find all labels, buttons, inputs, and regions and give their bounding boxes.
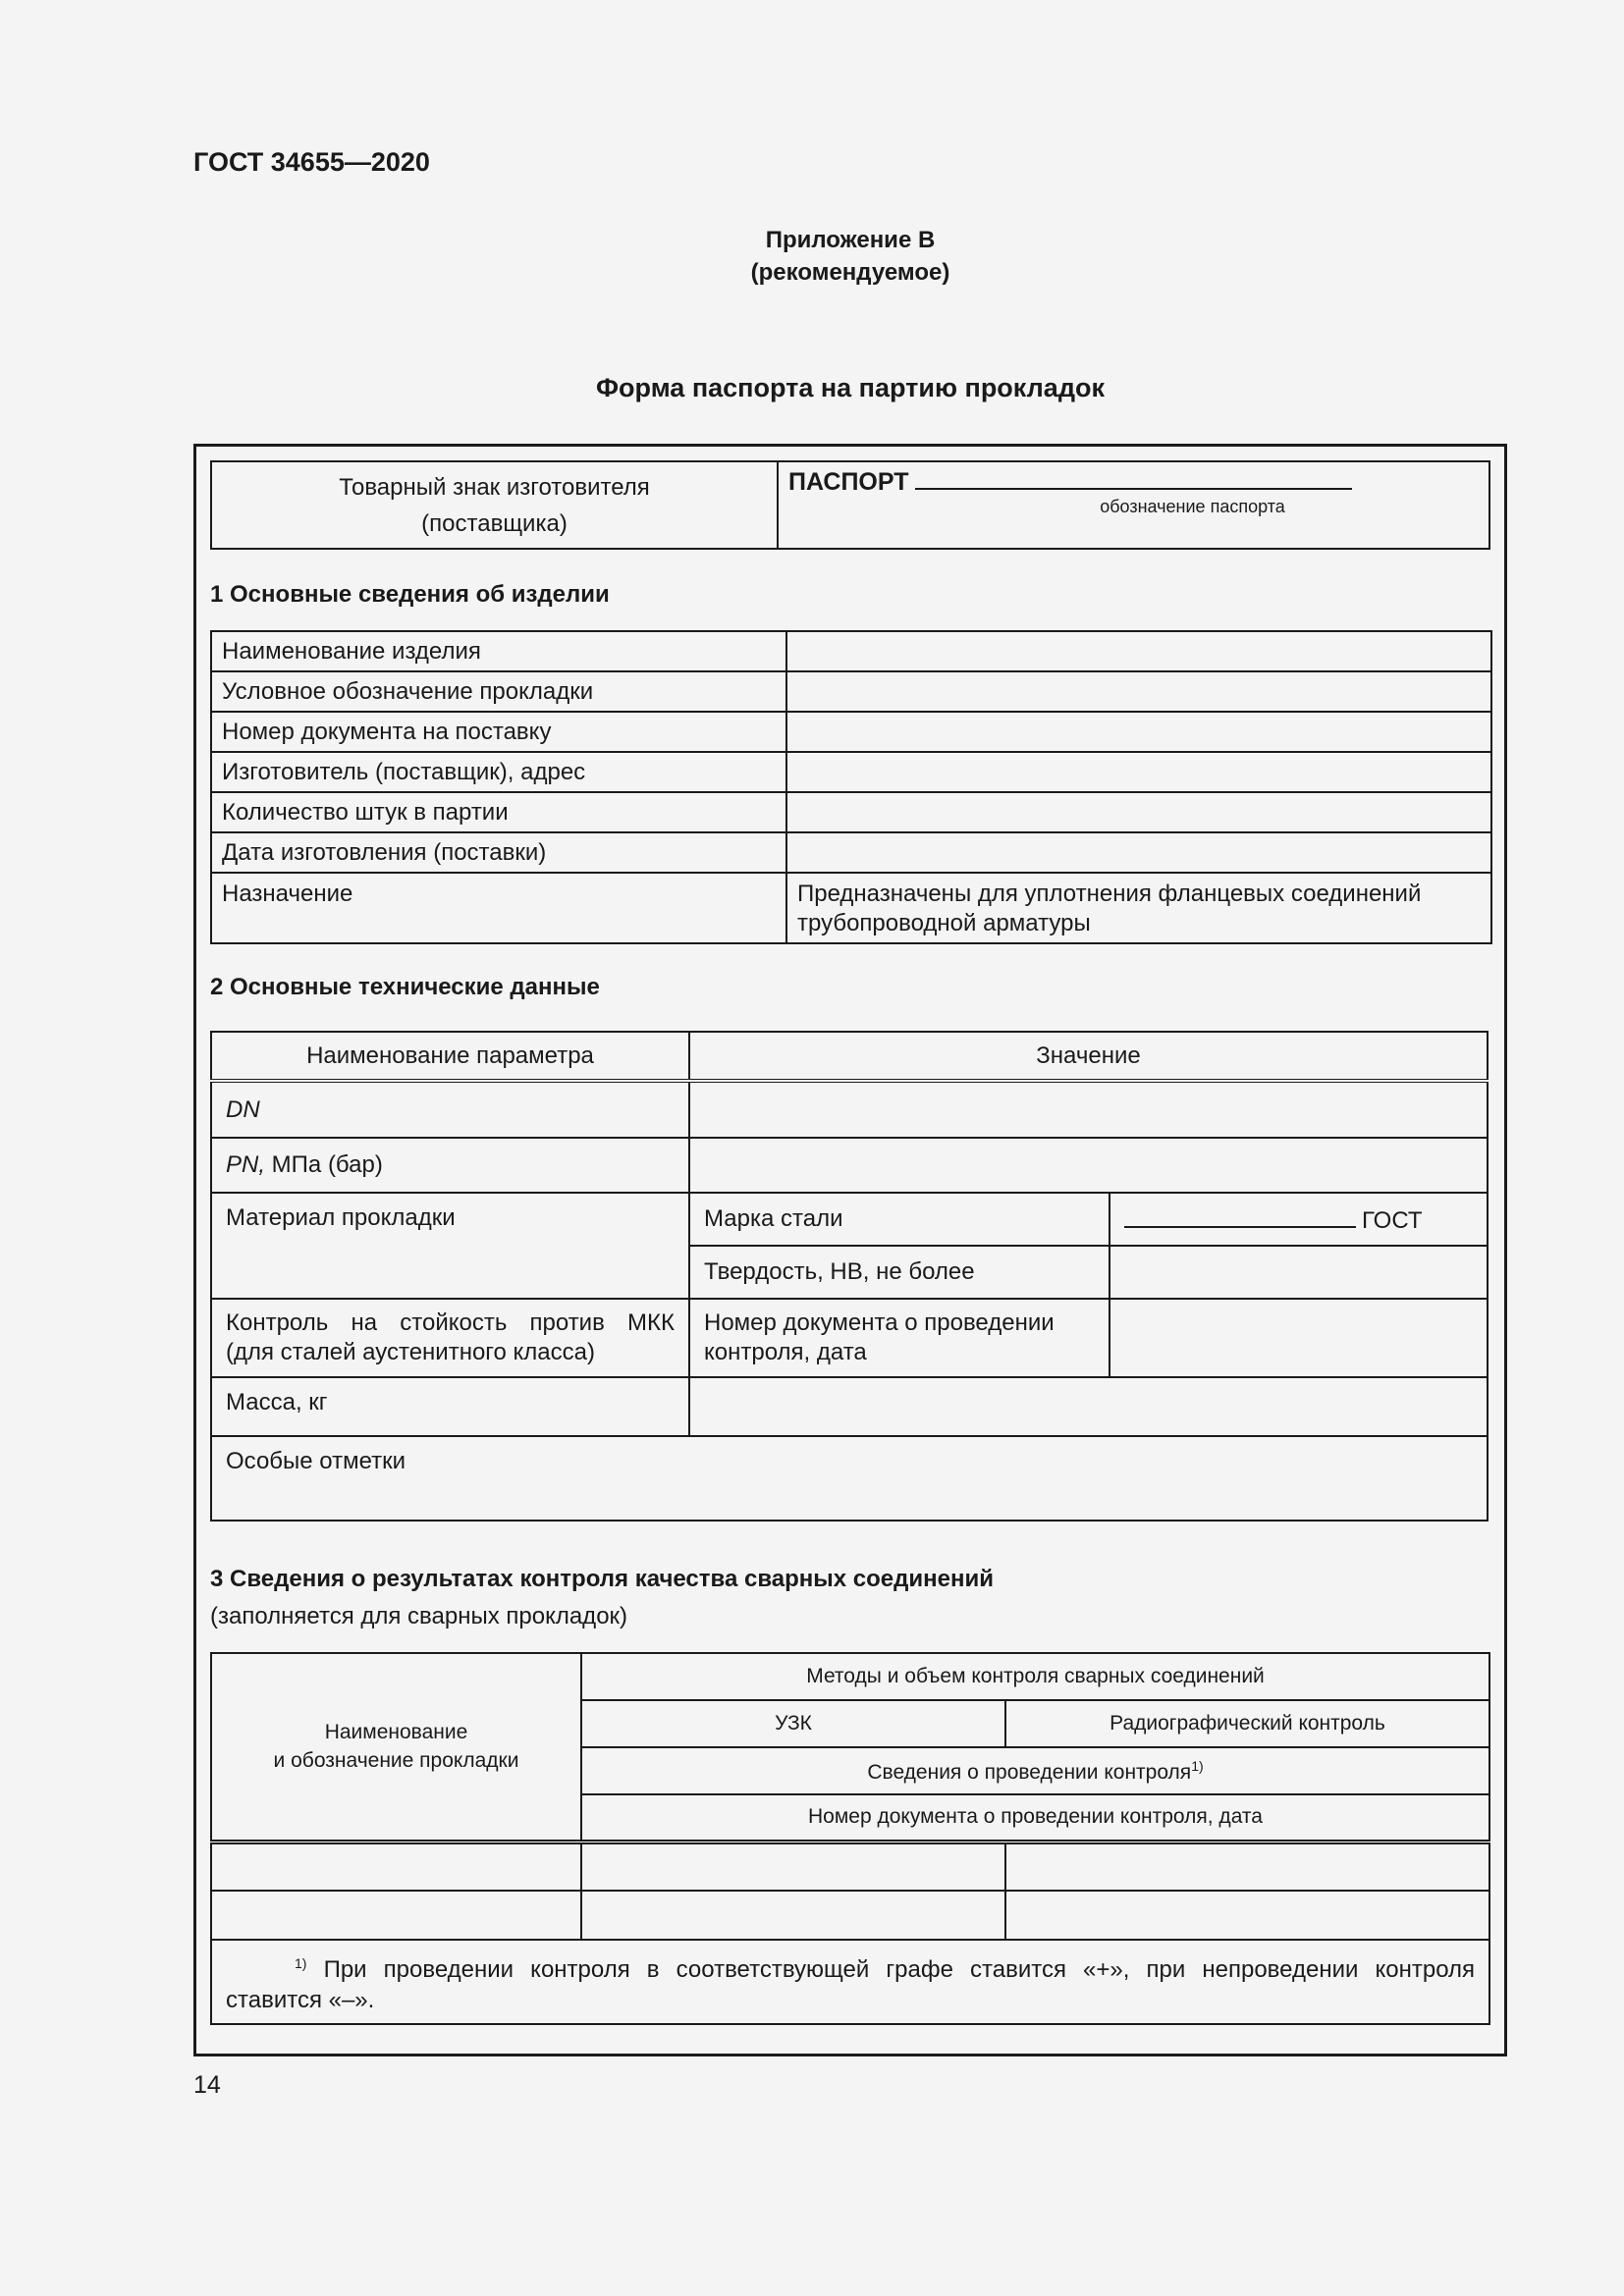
appendix-status: (рекомендуемое): [750, 259, 950, 286]
form-title: Форма паспорта на партию прокладок: [596, 373, 1105, 402]
table-row: [211, 1081, 1488, 1138]
table-row: [211, 792, 1491, 832]
trademark-line2: (поставщика): [421, 509, 568, 537]
row-value[interactable]: [786, 671, 1491, 712]
column-header-parameter: Наименование параметра: [211, 1032, 689, 1081]
mkk-line1: Контроль на стойкость против МКК: [226, 1309, 675, 1336]
appendix-heading: [0, 224, 1624, 289]
section2-title: 2 Основные технические данные: [210, 974, 600, 1000]
pn-label: [211, 1138, 689, 1193]
footnote: [211, 1940, 1489, 2024]
name-col-line2: и обозначение прокладки: [273, 1749, 519, 1773]
control-info-text: Сведения о проведении контроля: [867, 1760, 1192, 1784]
mkk-line2: (для сталей аустенитного класса): [226, 1339, 595, 1365]
hardness-label: Твердость, НВ, не более: [689, 1246, 1110, 1299]
pn-value[interactable]: [689, 1138, 1488, 1193]
name-col-line1: Наименование: [324, 1721, 468, 1744]
footnote-marker: 1): [295, 1955, 307, 1971]
row-label: Номер документа на поставку: [211, 712, 786, 752]
row-value[interactable]: [786, 752, 1491, 792]
table-row: [211, 1842, 1489, 1891]
trademark-cell: [211, 461, 778, 549]
footnote-text1: При проведении контроля в соответствующей графе ставится «+», при непроведении контроля: [323, 1956, 1476, 1983]
column-header-name: [211, 1653, 581, 1842]
table-row: [211, 1377, 1488, 1436]
radiographic-cell[interactable]: [1005, 1842, 1489, 1891]
footnote-row: [211, 1940, 1489, 2024]
column-header-value: Значение: [689, 1032, 1488, 1081]
hardness-value[interactable]: [1110, 1246, 1488, 1299]
passport-cell: [778, 461, 1489, 549]
pn-symbol: PN,: [226, 1151, 266, 1178]
table-row: [211, 631, 1491, 671]
section3-table: [210, 1652, 1490, 2025]
passport-header-table: [210, 460, 1490, 550]
control-doc-label: [689, 1299, 1110, 1377]
table-header-row: [211, 1032, 1488, 1081]
steel-grade-value[interactable]: [1110, 1193, 1488, 1246]
gasket-name-cell[interactable]: [211, 1891, 581, 1940]
table-row: [211, 671, 1491, 712]
mass-label: Масса, кг: [211, 1377, 689, 1436]
uzk-cell[interactable]: [581, 1842, 1005, 1891]
passport-number-field[interactable]: [915, 466, 1352, 490]
appendix-title: Приложение В: [765, 227, 936, 253]
special-marks[interactable]: Особые отметки: [211, 1436, 1488, 1521]
row-value[interactable]: [786, 832, 1491, 873]
row-label: Количество штук в партии: [211, 792, 786, 832]
table-row: [211, 1193, 1488, 1246]
row-label: Назначение: [211, 873, 786, 943]
dn-label: DN: [211, 1081, 689, 1138]
table-row: [211, 752, 1491, 792]
section3-note: (заполняется для сварных прокладок): [210, 1603, 628, 1629]
methods-header: Методы и объем контроля сварных соединений: [581, 1653, 1489, 1700]
purpose-line2: трубопроводной арматуры: [797, 910, 1091, 936]
section2-table: [210, 1031, 1489, 1522]
row-value[interactable]: [786, 631, 1491, 671]
control-doc-header: Номер документа о проведении контроля, дата: [581, 1794, 1489, 1842]
row-value[interactable]: [786, 712, 1491, 752]
control-doc-value[interactable]: [1110, 1299, 1488, 1377]
uzk-cell[interactable]: [581, 1891, 1005, 1940]
row-label: Условное обозначение прокладки: [211, 671, 786, 712]
purpose-line1: Предназначены для уплотнения фланцевых соединений: [797, 881, 1422, 907]
mkk-label: [211, 1299, 689, 1377]
dn-value[interactable]: [689, 1081, 1488, 1138]
table-row: [211, 832, 1491, 873]
section1-title: 1 Основные сведения об изделии: [210, 581, 610, 608]
row-label: Изготовитель (поставщик), адрес: [211, 752, 786, 792]
steel-grade-field[interactable]: [1124, 1204, 1356, 1228]
footnote-ref: 1): [1191, 1757, 1204, 1774]
table-row: [211, 712, 1491, 752]
page-number: 14: [193, 2071, 221, 2099]
table-row: [211, 1299, 1488, 1377]
control-doc-line1: Номер документа о проведении: [704, 1309, 1055, 1336]
steel-grade-label: Марка стали: [689, 1193, 1110, 1246]
section1-table: [210, 630, 1492, 944]
radiographic-header: Радиографический контроль: [1005, 1700, 1489, 1747]
row-value: [786, 873, 1491, 943]
row-label: Дата изготовления (поставки): [211, 832, 786, 873]
table-row: [211, 873, 1491, 943]
footnote-line2: ставится «–».: [226, 1987, 375, 2013]
row-value[interactable]: [786, 792, 1491, 832]
pn-unit: МПа (бар): [265, 1151, 383, 1178]
gost-label: ГОСТ: [1362, 1206, 1423, 1234]
row-label: Наименование изделия: [211, 631, 786, 671]
uzk-header: УЗК: [581, 1700, 1005, 1747]
table-header-row: [211, 1653, 1489, 1700]
section3-title: 3 Сведения о результатах контроля качества сварных соединений: [210, 1566, 994, 1592]
control-doc-line2: контроля, дата: [704, 1339, 867, 1365]
table-row: [211, 1891, 1489, 1940]
radiographic-cell[interactable]: [1005, 1891, 1489, 1940]
material-label: Материал прокладки: [211, 1193, 689, 1299]
passport-label: ПАСПОРТ: [788, 468, 909, 496]
trademark-line1: Товарный знак изготовителя: [339, 473, 650, 501]
control-info-header: [581, 1747, 1489, 1794]
table-row: [211, 1436, 1488, 1521]
mass-value[interactable]: [689, 1377, 1488, 1436]
document-code: ГОСТ 34655—2020: [193, 147, 430, 177]
footnote-line1: [226, 1949, 1475, 1985]
gasket-name-cell[interactable]: [211, 1842, 581, 1891]
table-row: [211, 1138, 1488, 1193]
passport-caption: обозначение паспорта: [1100, 497, 1285, 516]
